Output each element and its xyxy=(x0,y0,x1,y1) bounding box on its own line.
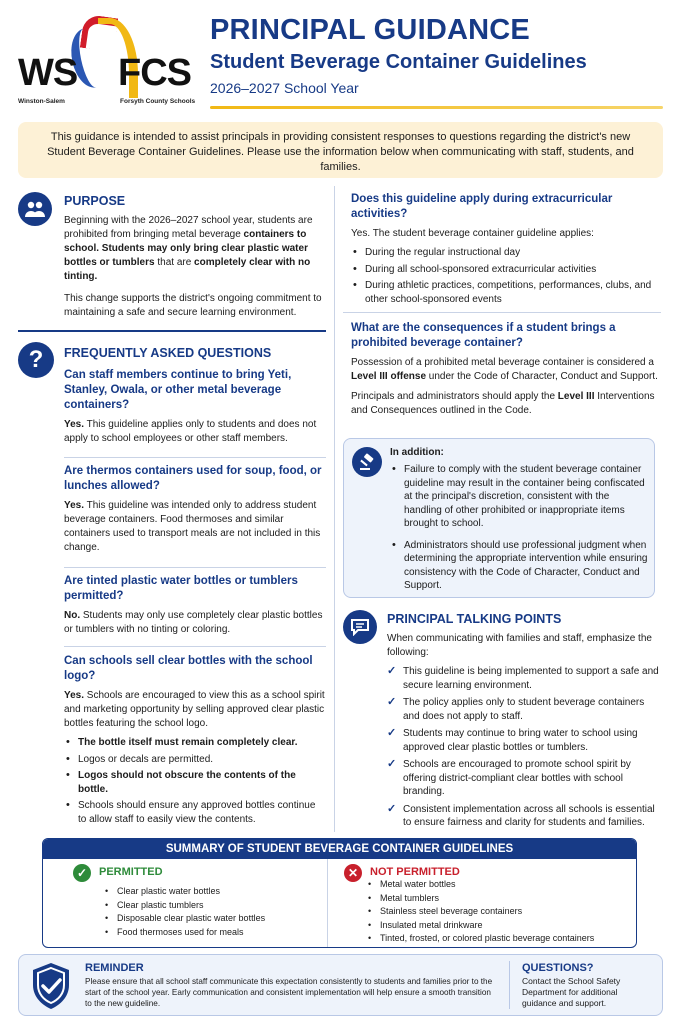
talking-points-list xyxy=(387,665,663,830)
school-year: 2026–2027 School Year xyxy=(210,80,359,96)
divider xyxy=(343,312,661,313)
answer-text: Schools are encouraged to view this as a school spirit and marketing opportunity by selling approved clear plastic bottles featuring the school logo. xyxy=(64,690,325,729)
not-permitted-list xyxy=(368,878,636,946)
list-item: • Failure to comply with the student beverage container guideline may result in the container being confiscated at the principal's discretion, consistent with the handling of other prohibited or inappropriate items brought to school. xyxy=(390,463,648,531)
check-circle-icon: ✓ xyxy=(73,864,91,882)
purpose-text-a: Beginning with the 2026–2027 school year, students are prohibited from bringing metal beverage xyxy=(64,215,313,240)
in-addition-title: In addition: xyxy=(390,447,444,458)
wsfcs-logo xyxy=(14,12,200,105)
purpose-text-c: that are xyxy=(154,257,195,268)
column-divider xyxy=(334,186,335,832)
talking-points-title: PRINCIPAL TALKING POINTS xyxy=(387,612,562,626)
answer-text: Students may only use completely clear plastic bottles or tumblers with no tinting or coloring. xyxy=(64,610,323,635)
faq-answer-1 xyxy=(64,418,326,446)
faq-question-4: Can schools sell clear bottles with the school logo? xyxy=(64,655,313,682)
bullet-text: The bottle itself must remain completely clear. xyxy=(78,737,298,748)
list-item xyxy=(64,769,326,796)
extracurricular-list xyxy=(351,246,661,306)
page-subtitle: Student Beverage Container Guidelines xyxy=(210,51,587,73)
level-iii: Level III xyxy=(557,391,595,402)
consequences-text: under the Code of Character, Conduct and Support. xyxy=(426,371,658,382)
purpose-title: PURPOSE xyxy=(64,194,126,208)
answer-lead: Yes. xyxy=(64,419,85,430)
faq-question-3: Are tinted plastic water bottles or tumblers permitted? xyxy=(64,575,298,602)
list-item: • Administrators should use professional judgment when determining the appropriate intervention while ensuring consistency with the Code of Character, Conduct and Support. xyxy=(390,539,648,593)
list-item: ✓ Students may continue to bring water to school using approved clear plastic bottles or tumblers. xyxy=(387,727,663,754)
faq-answer-3 xyxy=(64,609,326,637)
divider xyxy=(18,330,326,332)
consequences-text: Interventions and Consequences outlined in the Code. xyxy=(351,391,655,416)
purpose-paragraph xyxy=(64,214,326,284)
shield-check-icon xyxy=(29,961,73,1016)
faq-item-2 xyxy=(64,464,326,555)
gavel-icon xyxy=(352,447,382,477)
list-item: ✓ Schools are encouraged to promote school spirit by offering district-compliant clear bottles with school branding. xyxy=(387,758,663,799)
list-item xyxy=(64,736,326,750)
consequences-question: What are the consequences if a student brings a prohibited beverage container? xyxy=(351,322,616,349)
intro-banner: This guidance is intended to assist principals in providing consistent responses to questions regarding the district's new Student Beverage Container Guidelines. Please use the information below when communicating with staff, students, and families. xyxy=(18,122,663,178)
faq-answer-2 xyxy=(64,499,326,555)
in-addition-list xyxy=(390,463,648,596)
level-iii-offense: Level III offense xyxy=(351,371,427,382)
permitted-title: PERMITTED xyxy=(99,866,163,878)
purpose-section xyxy=(64,194,326,320)
talking-points-lead: When communicating with families and staff, emphasize the following: xyxy=(387,633,652,658)
not-permitted-column xyxy=(327,859,637,947)
permitted-list xyxy=(105,885,325,939)
questions-title: QUESTIONS? xyxy=(522,962,594,974)
list-item: • Stainless steel beverage containers xyxy=(368,905,636,919)
purpose-text-bold-2: completely clear with no tinting. xyxy=(64,257,311,282)
list-item: • Metal water bottles xyxy=(368,878,636,892)
question-icon: ? xyxy=(18,342,54,378)
logo-ws-text: WS xyxy=(18,52,78,94)
title-block xyxy=(210,14,670,96)
consequences-text: Principals and administrators should apply the xyxy=(351,391,558,402)
answer-lead: No. xyxy=(64,610,81,621)
consequences-section xyxy=(351,321,661,418)
consequences-paragraph-2 xyxy=(351,390,661,418)
reminder-box xyxy=(18,954,663,1016)
faq-item-1 xyxy=(64,368,326,446)
divider xyxy=(64,567,326,568)
faq-item-3 xyxy=(64,574,326,637)
consequences-paragraph-1 xyxy=(351,356,661,384)
list-item: • During the regular instructional day xyxy=(351,246,661,260)
logo-bullet-list xyxy=(64,736,326,826)
answer-text: This guideline applies only to students and does not apply to school employees or other staff members. xyxy=(64,419,317,444)
extracurricular-lead: Yes. The student beverage container guideline applies: xyxy=(351,228,594,239)
faq-question-2: Are thermos containers used for soup, food, or lunches allowed? xyxy=(64,465,322,492)
divider xyxy=(509,961,510,1009)
list-item: • Insulated metal drinkware xyxy=(368,919,636,933)
list-item: ✓ Consistent implementation across all schools is essential to ensure fairness and clarity for students and families. xyxy=(387,803,663,830)
purpose-text-bold: containers to school. Students may only bring clear plastic water bottles or tumblers xyxy=(64,229,308,268)
talking-points-section xyxy=(387,612,663,834)
faq-answer-4 xyxy=(64,689,326,731)
list-item: ✓ This guideline is being implemented to support a safe and secure learning environment. xyxy=(387,665,663,692)
reminder-text: Please ensure that all school staff communicate this expectation consistently to students and families prior to the start of the school year. Early communication and consistent implementation will help ensure a smooth transition to the new guideline. xyxy=(85,977,493,1008)
chat-icon xyxy=(343,610,377,644)
reminder-title: REMINDER xyxy=(85,962,144,974)
list-item: • Food thermoses used for meals xyxy=(105,926,325,940)
list-item: • Metal tumblers xyxy=(368,892,636,906)
list-item: • Schools should ensure any approved bottles continue to allow staff to easily view the contents. xyxy=(64,799,326,826)
faq-title: FREQUENTLY ASKED QUESTIONS xyxy=(64,346,272,360)
page-title: PRINCIPAL GUIDANCE xyxy=(210,14,530,46)
faq-item-4 xyxy=(64,654,326,829)
list-item: • Tinted, frosted, or colored plastic beverage containers xyxy=(368,932,636,946)
bullet-text: Logos should not obscure the contents of the bottle. xyxy=(78,770,296,795)
consequences-text: Possession of a prohibited metal beverage container is considered a xyxy=(351,357,654,368)
list-item: • Logos or decals are permitted. xyxy=(64,753,326,767)
page-header xyxy=(0,0,683,118)
answer-lead: Yes. xyxy=(64,500,85,511)
purpose-paragraph-2: This change supports the district's ongoing commitment to maintaining a safe and secure learning environment. xyxy=(64,293,322,318)
not-permitted-title: NOT PERMITTED xyxy=(370,866,460,878)
answer-lead: Yes. xyxy=(64,690,85,701)
extracurricular-section xyxy=(351,192,661,309)
list-item: • Clear plastic tumblers xyxy=(105,899,325,913)
title-rule xyxy=(210,106,663,109)
divider xyxy=(64,457,326,458)
extracurricular-question: Does this guideline apply during extracurricular activities? xyxy=(351,193,613,220)
permitted-column xyxy=(43,859,327,947)
people-icon xyxy=(18,192,52,226)
list-item: • During all school-sponsored extracurricular activities xyxy=(351,263,661,277)
list-item: • Disposable clear plastic water bottles xyxy=(105,912,325,926)
answer-text: This guideline was intended only to address student beverage containers. Food thermoses and similar containers used to transport meals are not included in this change. xyxy=(64,500,321,553)
logo-ws-caption: Winston-Salem xyxy=(18,98,65,105)
list-item: • Clear plastic water bottles xyxy=(105,885,325,899)
logo-fcs-caption: Forsyth County Schools xyxy=(120,98,196,105)
divider xyxy=(64,646,326,647)
faq-question-1: Can staff members continue to bring Yeti, Stanley, Owala, or other metal beverage containers? xyxy=(64,369,292,411)
x-circle-icon: ✕ xyxy=(344,864,362,882)
in-addition-box xyxy=(343,438,655,598)
summary-box xyxy=(42,838,637,948)
questions-text: Contact the School Safety Department for additional guidance and support. xyxy=(522,976,621,1008)
list-item: • During athletic practices, competitions, performances, clubs, and other school-sponsored events xyxy=(351,279,661,306)
list-item: ✓ The policy applies only to student beverage containers and does not apply to staff. xyxy=(387,696,663,723)
summary-title: SUMMARY OF STUDENT BEVERAGE CONTAINER GUIDELINES xyxy=(43,839,636,859)
logo-fcs-text: FCS xyxy=(118,52,191,94)
